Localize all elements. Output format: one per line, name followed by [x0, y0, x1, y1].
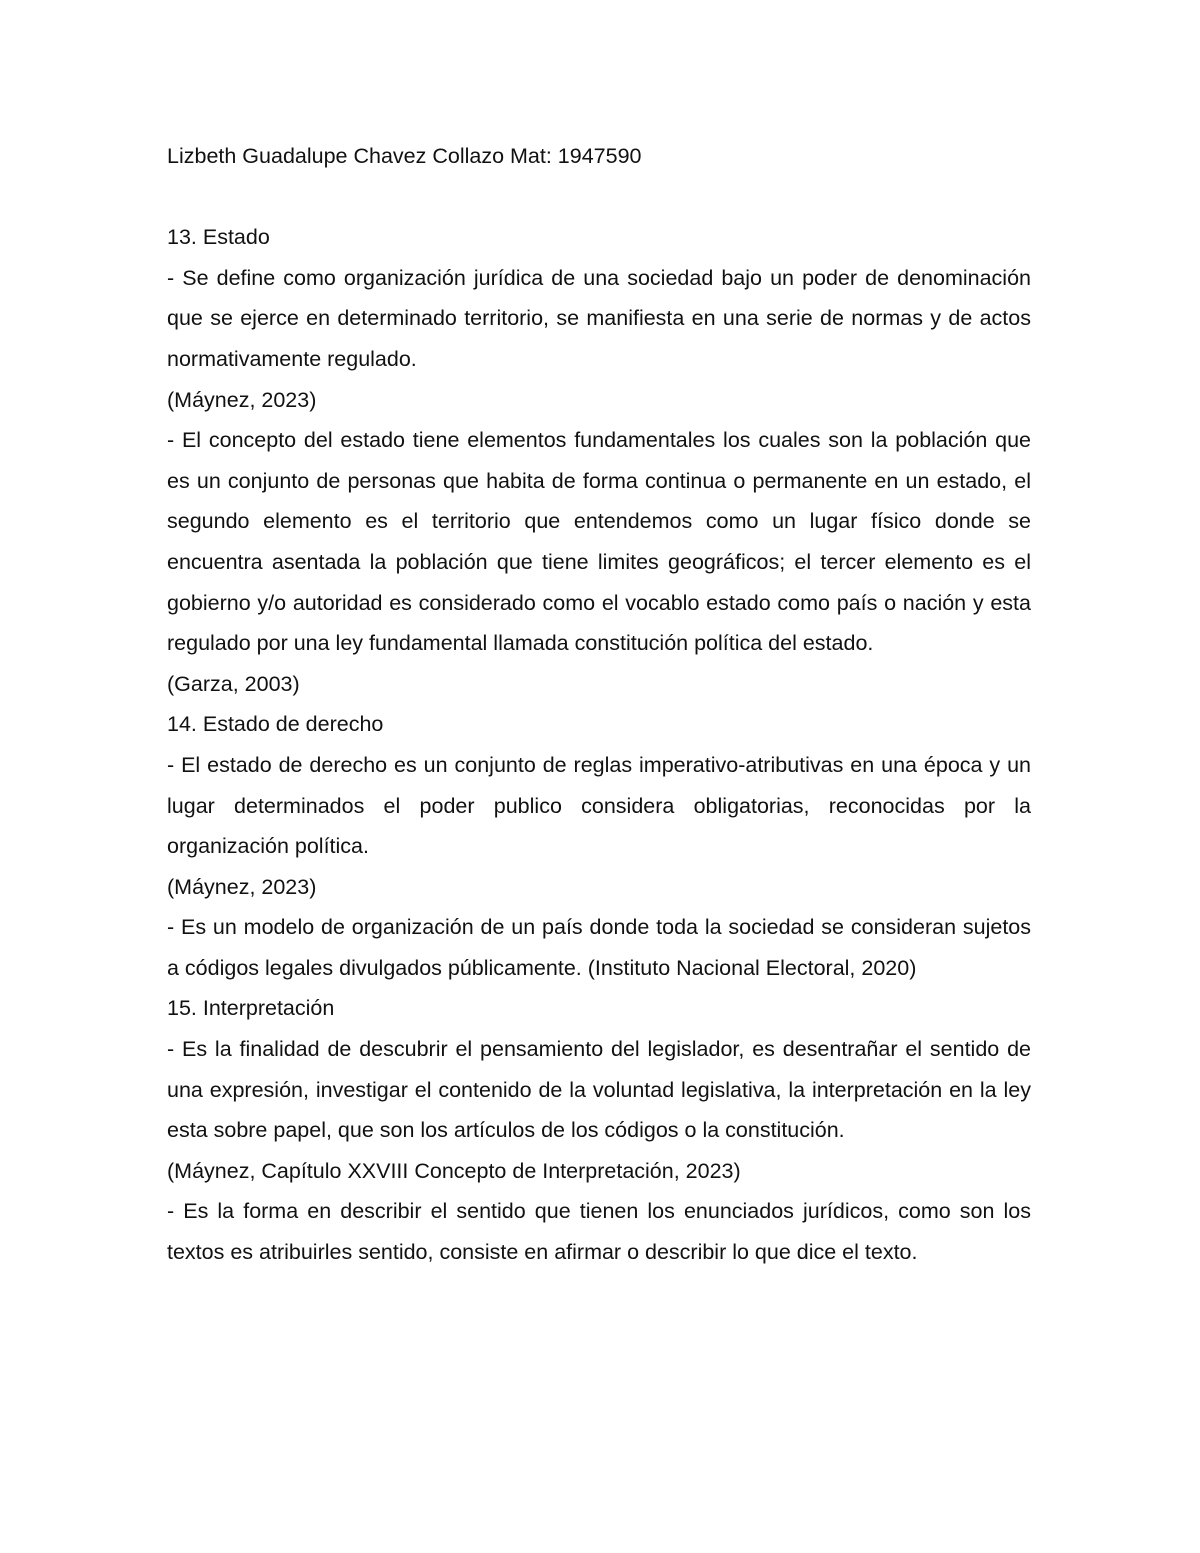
- definition-paragraph: - El concepto del estado tiene elementos fundamentales los cuales son la población que es un conjunto de personas que habita de forma continua o permanente en un estado, el segundo elemento es el territorio que entendemos como un lugar físico donde se encuentra asentada la población que tiene limites geográficos; el tercer elemento es el gobierno y/o autoridad es considerado como el vocablo estado como país o nación y esta regulado por una ley fundamental llamada constitución política del estado.: [167, 428, 1031, 656]
- section-heading: 13. Estado: [167, 225, 270, 250]
- citation: (Garza, 2003): [167, 671, 300, 696]
- document-page: [167, 136, 1031, 1273]
- citation: (Máynez, 2023): [167, 874, 317, 899]
- author-line: Lizbeth Guadalupe Chavez Collazo Mat: 1947590: [167, 144, 642, 168]
- citation: (Máynez, 2023): [167, 387, 317, 412]
- citation: (Máynez, Capítulo XXVIII Concepto de Interpretación, 2023): [167, 1158, 741, 1183]
- definition-paragraph: - Es un modelo de organización de un país donde toda la sociedad se consideran sujetos a códigos legales divulgados públicamente. (Instituto Nacional Electoral, 2020): [167, 915, 1031, 980]
- definition-paragraph: - Se define como organización jurídica de una sociedad bajo un poder de denominación que se ejerce en determinado territorio, se manifiesta en una serie de normas y de actos normativamente regulado.: [167, 265, 1031, 371]
- section-heading: 15. Interpretación: [167, 996, 335, 1021]
- section-estado-de-derecho: [167, 704, 1031, 988]
- definition-paragraph: - Es la finalidad de descubrir el pensamiento del legislador, es desentrañar el sentido de una expresión, investigar el contenido de la voluntad legislativa, la interpretación en la ley esta sobre papel, que son los artículos de los códigos o la constitución.: [167, 1037, 1031, 1143]
- section-interpretacion: [167, 988, 1031, 1272]
- section-estado: [167, 217, 1031, 704]
- definition-paragraph: - El estado de derecho es un conjunto de reglas imperativo-atributivas en una época y un lugar determinados el poder publico considera obligatorias, reconocidas por la organización política.: [167, 752, 1031, 859]
- section-heading: 14. Estado de derecho: [167, 712, 384, 737]
- definition-paragraph: - Es la forma en describir el sentido que tienen los enunciados jurídicos, como son los textos es atribuirles sentido, consiste en afirmar o describir lo que dice el texto.: [167, 1199, 1031, 1265]
